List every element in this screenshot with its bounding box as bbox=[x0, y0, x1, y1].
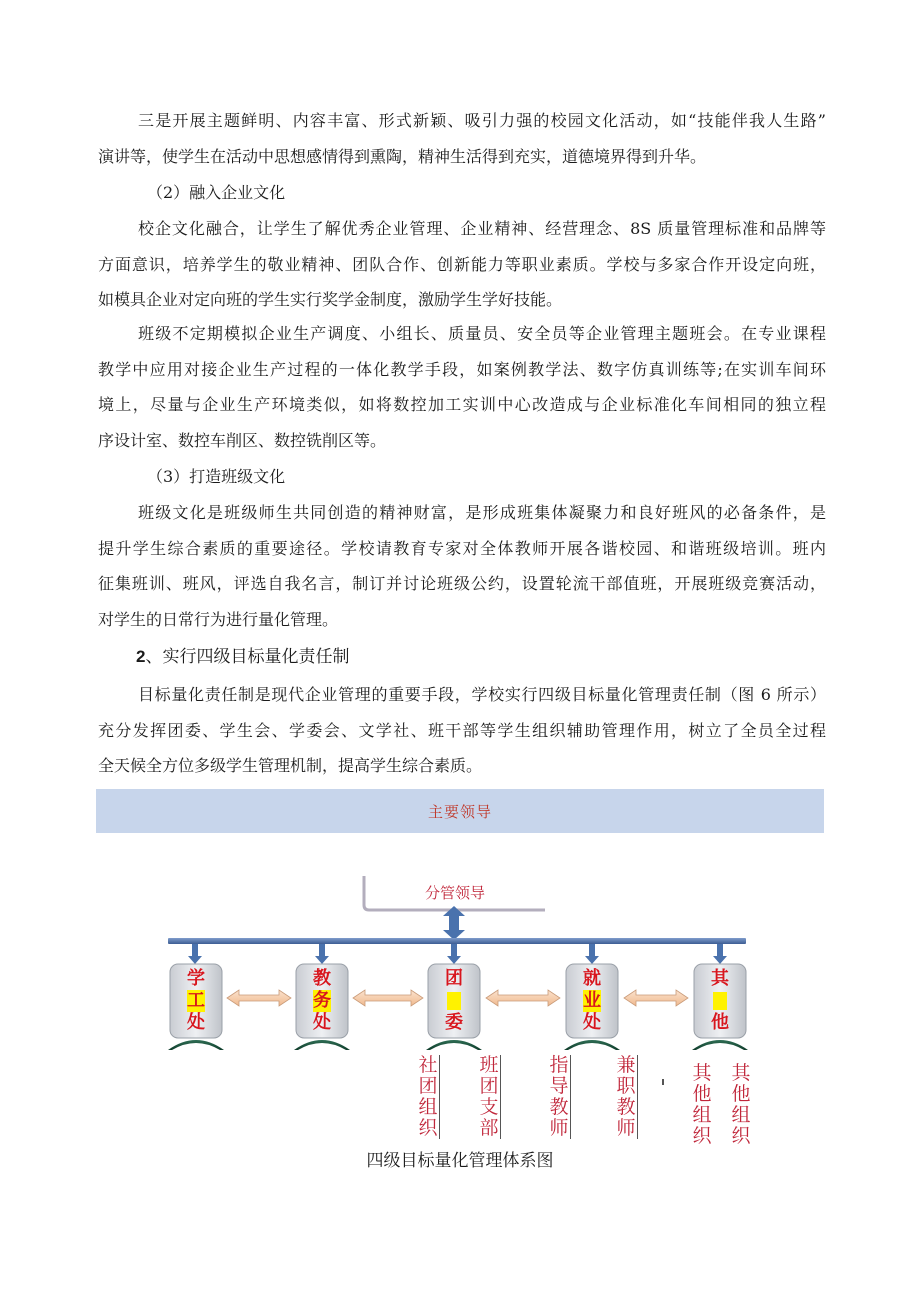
text-line: 目标量化责任制是现代企业管理的重要手段，学校实行四级目标量化管理责任制（图 6 所示） bbox=[138, 685, 826, 704]
highlight-mark bbox=[713, 992, 727, 1010]
sub-unit-part-time-teacher: 兼职教师 bbox=[616, 1055, 638, 1139]
main-leadership-label: 主要领导 bbox=[427, 802, 492, 821]
text-line: 提升学生综合素质的重要途径。学校请教育专家对全体教师开展各谐校园、和谐班级培训。班内 bbox=[98, 538, 826, 558]
box-char: 他 bbox=[711, 1012, 729, 1033]
box-char: 团 bbox=[445, 968, 463, 989]
label-tick bbox=[662, 1079, 664, 1085]
text-line: 演讲等，使学生在活动中思想感情得到熏陶，精神生活得到充实，道德境界得到升华。 bbox=[98, 146, 707, 166]
box-student-affairs bbox=[168, 968, 224, 1034]
main-leadership-banner bbox=[96, 789, 824, 833]
sub-unit-other-org-2: 其他组织 bbox=[731, 1062, 751, 1147]
box-char: 业 bbox=[583, 990, 601, 1011]
text-line: 序设计室、数控车削区、数控铣削区等。 bbox=[98, 430, 387, 450]
box-char: 处 bbox=[313, 1012, 331, 1033]
text-line: 教学中应用对接企业生产过程的一体化教学手段，如案例教学法、数字仿真训练等;在实训车间环 bbox=[98, 359, 826, 379]
connector-arrows bbox=[188, 944, 727, 964]
text-line: 方面意识，培养学生的敬业精神、团队合作、创新能力等职业素质。学校与多家合作开设定向班， bbox=[98, 254, 826, 274]
text-line: 充分发挥团委、学生会、学委会、文学社、班干部等学生组织辅助管理作用，树立了全员全过程 bbox=[98, 720, 826, 740]
subheading-class-culture: （3）打造班级文化 bbox=[147, 467, 286, 486]
highlight-mark bbox=[447, 992, 461, 1010]
paragraph-target-responsibility bbox=[98, 677, 826, 784]
sub-leadership-box bbox=[364, 876, 545, 910]
paragraph-class-simulation bbox=[98, 316, 826, 458]
paragraph-campus-activities bbox=[98, 103, 826, 174]
subheading-enterprise-culture: （2）融入企业文化 bbox=[147, 183, 286, 202]
sub-unit-other-org-1: 其他组织 bbox=[692, 1062, 712, 1147]
heading-number: 2 bbox=[136, 647, 146, 666]
box-employment bbox=[564, 968, 620, 1034]
text-line: 校企文化融合，让学生了解优秀企业管理、企业精神、经营理念、8S 质量管理标准和品牌等 bbox=[138, 219, 826, 238]
text-line: 征集班训、班风，评选自我名言，制订并讨论班级公约，设置轮流干部值班，开展班级竞赛活动， bbox=[98, 574, 826, 593]
box-char: 就 bbox=[583, 968, 601, 989]
box-academic-affairs bbox=[294, 968, 350, 1034]
box-youth-league bbox=[426, 968, 482, 1034]
sub-unit-club-org: 社团组织 bbox=[418, 1055, 440, 1139]
box-char: 教 bbox=[313, 968, 331, 989]
box-feet bbox=[168, 1040, 748, 1050]
box-char: 其 bbox=[711, 968, 729, 989]
text-line: 对学生的日常行为进行量化管理。 bbox=[98, 609, 339, 629]
box-char: 学 bbox=[187, 968, 205, 989]
text-line: 境上，尽量与企业生产环境类似，如将数控加工实训中心改造成与企业标准化车间相同的独立程 bbox=[98, 395, 826, 414]
box-other bbox=[692, 968, 748, 1034]
paragraph-class-culture bbox=[98, 495, 826, 637]
section-heading bbox=[136, 642, 349, 672]
heading-text: 、实行四级目标量化责任制 bbox=[145, 647, 350, 667]
text-line: 如模具企业对定向班的学生实行奖学金制度，激励学生学好技能。 bbox=[98, 290, 563, 309]
text-line: 班级文化是班级师生共同创造的精神财富，是形成班集体凝聚力和良好班风的必备条件，是 bbox=[138, 503, 826, 522]
horizontal-bus-bar bbox=[168, 938, 746, 944]
sub-unit-class-league: 班团支部 bbox=[479, 1055, 501, 1139]
box-char: 委 bbox=[445, 1012, 463, 1033]
sub-unit-guidance-teacher: 指导教师 bbox=[549, 1055, 571, 1139]
box-char: 务 bbox=[313, 990, 331, 1011]
text-line: 班级不定期模拟企业生产调度、小组长、质量员、安全员等企业管理主题班会。在专业课程 bbox=[138, 324, 826, 343]
paragraph-enterprise-culture bbox=[98, 211, 826, 318]
text-line: 三是开展主题鲜明、内容丰富、形式新颖、吸引力强的校园文化活动，如“技能伴我人生路” bbox=[138, 111, 826, 130]
box-char: 处 bbox=[583, 1012, 601, 1033]
figure-caption: 四级目标量化管理体系图 bbox=[366, 1151, 554, 1171]
box-char: 处 bbox=[187, 1012, 205, 1033]
text-line: 全天候全方位多级学生管理机制，提高学生综合素质。 bbox=[98, 756, 483, 775]
box-char: 工 bbox=[187, 990, 205, 1011]
sub-leadership-label: 分管领导 bbox=[424, 884, 486, 902]
